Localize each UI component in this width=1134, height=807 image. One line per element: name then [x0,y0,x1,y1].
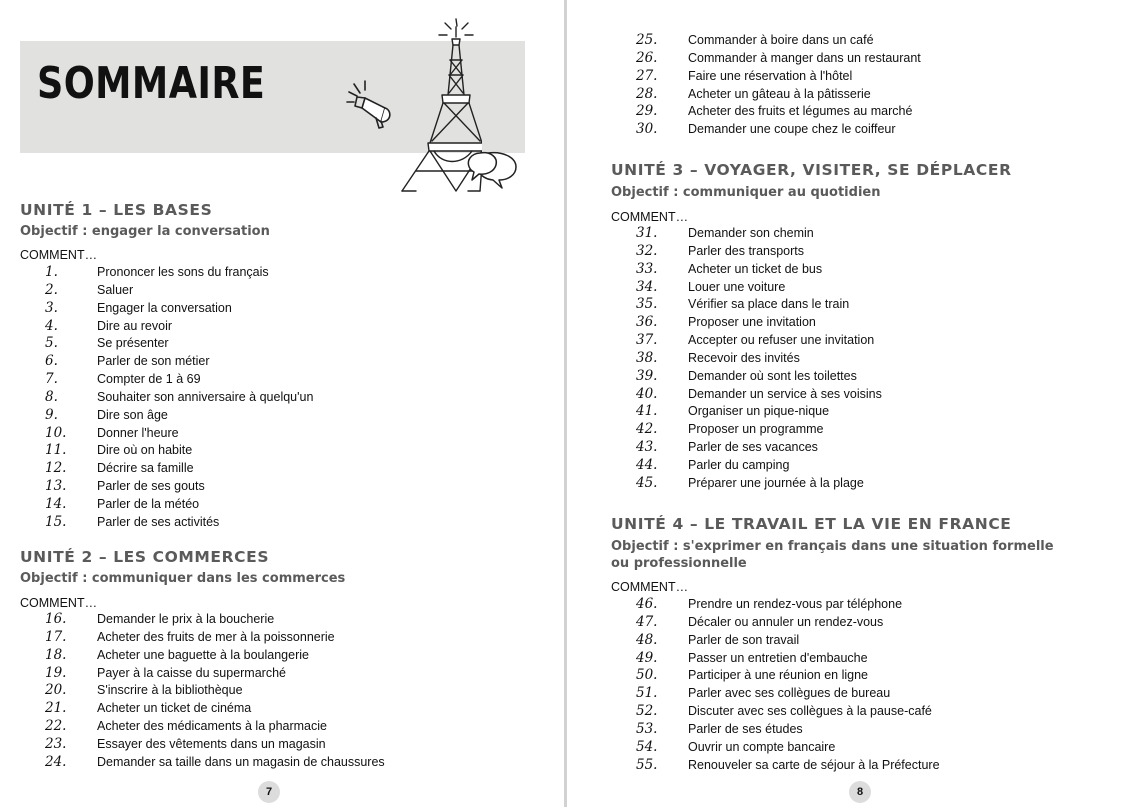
item-number: 11. [45,442,67,459]
item-text: Parler de la météo [97,496,200,511]
item-number: 46. [636,596,658,612]
list-item [636,685,1116,703]
item-text: Renouveler sa carte de séjour à la Préfecture [688,757,940,772]
list-item [636,261,1116,279]
left-page [0,0,564,807]
list-item [636,475,1116,493]
unit-4-objective-line2: ou professionnelle [611,556,747,571]
item-text: Participer à une réunion en ligne [688,668,868,683]
list-item [45,496,545,514]
item-text: Parler des transports [688,243,805,258]
item-text: Demander un service à ses voisins [688,386,882,401]
item-number: 22. [45,718,67,735]
unit-2-comment-label: COMMENT… [20,596,98,610]
item-number: 2. [45,281,58,298]
item-text: Commander à boire dans un café [688,33,874,47]
list-item [636,225,1116,243]
item-text: Proposer un programme [688,422,824,437]
item-number: 34. [636,278,658,295]
unit-1-objective: Objectif : engager la conversation [20,224,270,239]
item-number: 39. [636,367,658,384]
item-number: 33. [636,260,658,277]
item-number: 44. [636,456,658,473]
item-text: Demander où sont les toilettes [688,368,857,383]
item-text: Parler de ses vacances [688,440,818,455]
list-item [636,703,1116,721]
list-item [45,682,545,700]
item-text: Dire au revoir [97,318,173,333]
item-number: 35. [636,296,658,313]
list-item [45,300,545,318]
list-item [636,739,1116,757]
item-text: Payer à la caisse du supermarché [97,665,286,680]
item-text: Louer une voiture [688,279,786,294]
item-number: 30. [636,121,658,138]
list-item [636,32,1116,50]
list-item [636,243,1116,261]
unit-3-list [636,225,1116,493]
list-item [636,86,1116,104]
unit-3-title: UNITÉ 3 – VOYAGER, VISITER, SE DÉPLACER [611,161,1012,179]
item-number: 1. [45,264,58,280]
list-item [45,407,545,425]
unit-4-list [636,596,1116,774]
list-item [45,611,545,629]
item-text: Parler de son travail [688,632,800,647]
item-number: 23. [45,735,67,752]
item-text: Acheter une baguette à la boulangerie [97,647,309,662]
list-item [636,368,1116,386]
item-text: Proposer une invitation [688,315,816,330]
item-number: 8. [45,388,58,405]
item-number: 49. [636,649,658,666]
list-item [636,457,1116,475]
unit-4-comment-label: COMMENT… [611,580,689,594]
item-text: Acheter des médicaments à la pharmacie [97,719,327,734]
list-item [45,353,545,371]
item-text: Demander sa taille dans un magasin de chaussures [97,754,385,769]
item-number: 36. [636,314,658,331]
list-item [636,279,1116,297]
list-item [45,700,545,718]
item-number: 45. [636,474,658,491]
list-item [636,614,1116,632]
list-item [45,514,545,532]
item-number: 13. [45,478,67,495]
item-number: 47. [636,613,658,630]
item-text: Engager la conversation [97,300,232,315]
item-text: Dire son âge [97,407,168,422]
item-number: 14. [45,495,67,512]
unit-4-title: UNITÉ 4 – LE TRAVAIL ET LA VIE EN FRANCE [611,515,1012,533]
list-item [45,665,545,683]
item-text: Demander son chemin [688,226,814,240]
item-text: Parler de ses gouts [97,479,205,494]
item-number: 5. [45,335,58,352]
list-item [636,296,1116,314]
list-item [45,264,545,282]
item-number: 18. [45,646,67,663]
item-text: Acheter un ticket de bus [688,261,823,276]
list-item [636,667,1116,685]
item-number: 15. [45,513,67,530]
item-number: 7. [45,371,58,388]
list-item [45,442,545,460]
item-number: 31. [636,225,658,241]
item-number: 12. [45,460,67,477]
unit-2-title: UNITÉ 2 – LES COMMERCES [20,548,270,566]
item-number: 53. [636,720,658,737]
item-text: Recevoir des invités [688,350,800,365]
right-page [567,0,1134,807]
item-text: Acheter un gâteau à la pâtisserie [688,86,871,101]
item-number: 54. [636,738,658,755]
item-number: 42. [636,421,658,438]
list-item [45,718,545,736]
unit-1-list [45,264,545,532]
item-text: Donner l'heure [97,425,179,440]
item-text: Faire une réservation à l'hôtel [688,68,853,83]
item-number: 51. [636,685,658,702]
list-item [636,50,1116,68]
list-item [636,68,1116,86]
unit-1-comment-label: COMMENT… [20,248,98,262]
item-text: Ouvrir un compte bancaire [688,739,836,754]
item-text: Compter de 1 à 69 [97,372,201,387]
item-text: Parler du camping [688,457,790,472]
item-number: 43. [636,439,658,456]
item-number: 19. [45,664,67,681]
item-text: Saluer [97,282,134,297]
page-number-right: 8 [849,781,871,803]
item-number: 55. [636,756,658,773]
list-item [636,650,1116,668]
list-item [45,478,545,496]
item-number: 50. [636,667,658,684]
item-text: Organiser un pique-nique [688,404,830,419]
item-text: Préparer une journée à la plage [688,475,864,490]
item-text: Décrire sa famille [97,461,194,476]
unit-3-comment-label: COMMENT… [611,210,689,224]
list-item [636,121,1116,139]
item-number: 10. [45,424,67,441]
item-text: Accepter ou refuser une invitation [688,333,875,348]
list-item [636,103,1116,121]
item-number: 28. [636,85,658,102]
list-item [45,425,545,443]
list-item [45,389,545,407]
item-text: Demander une coupe chez le coiffeur [688,122,896,137]
item-text: S'inscrire à la bibliothèque [97,683,243,698]
list-item [636,596,1116,614]
list-item [45,318,545,336]
list-item [636,632,1116,650]
list-item [45,460,545,478]
item-number: 27. [636,67,658,84]
list-item [45,647,545,665]
unit-3-objective: Objectif : communiquer au quotidien [611,185,881,200]
list-item [45,282,545,300]
item-text: Parler de ses études [688,721,803,736]
item-number: 48. [636,631,658,648]
item-number: 16. [45,611,67,627]
item-text: Demander le prix à la boucherie [97,612,275,626]
item-text: Acheter des fruits et légumes au marché [688,104,913,119]
item-number: 37. [636,332,658,349]
item-text: Acheter des fruits de mer à la poissonnerie [97,629,335,644]
item-text: Parler de son métier [97,354,210,369]
item-text: Dire où on habite [97,443,193,458]
list-item [636,332,1116,350]
list-item [636,421,1116,439]
item-text: Vérifier sa place dans le train [688,297,850,312]
item-text: Prendre un rendez-vous par téléphone [688,597,903,611]
item-number: 38. [636,349,658,366]
item-number: 40. [636,385,658,402]
item-text: Parler avec ses collègues de bureau [688,686,891,701]
item-number: 25. [636,32,658,48]
item-text: Se présenter [97,336,169,351]
unit-2-objective: Objectif : communiquer dans les commerces [20,571,346,586]
list-item [45,629,545,647]
unit-2-list [45,611,545,772]
item-number: 4. [45,317,58,334]
list-item [636,757,1116,775]
speech-bubbles-icon [466,147,524,191]
list-item [636,314,1116,332]
list-item [636,350,1116,368]
page-number-left: 7 [258,781,280,803]
item-text: Commander à manger dans un restaurant [688,50,921,65]
list-item [636,386,1116,404]
unit-1-title: UNITÉ 1 – LES BASES [20,201,213,219]
unit-4-objective-line1: Objectif : s'exprimer en français dans une situation formelle [611,539,1054,554]
list-item [45,371,545,389]
item-number: 52. [636,703,658,720]
item-number: 17. [45,628,67,645]
item-text: Souhaiter son anniversaire à quelqu'un [97,389,314,404]
item-number: 21. [45,700,67,717]
item-text: Acheter un ticket de cinéma [97,701,252,716]
item-number: 32. [636,242,658,259]
item-number: 3. [45,299,58,316]
page-title: SOMMAIRE [37,58,266,109]
item-text: Essayer des vêtements dans un magasin [97,736,326,751]
item-number: 29. [636,103,658,120]
list-item [636,439,1116,457]
item-text: Passer un entretien d'embauche [688,650,868,665]
list-item [636,403,1116,421]
item-number: 41. [636,403,658,420]
item-number: 9. [45,406,58,423]
item-text: Parler de ses activités [97,514,220,529]
item-text: Décaler ou annuler un rendez-vous [688,614,884,629]
item-number: 20. [45,682,67,699]
list-item [45,736,545,754]
item-number: 6. [45,353,58,370]
item-text: Discuter avec ses collègues à la pause-café [688,704,932,719]
unit-2-continued-list [636,32,1116,139]
item-number: 24. [45,753,67,770]
item-number: 26. [636,49,658,66]
list-item [45,754,545,772]
item-text: Prononcer les sons du français [97,265,269,279]
list-item [636,721,1116,739]
list-item [45,335,545,353]
